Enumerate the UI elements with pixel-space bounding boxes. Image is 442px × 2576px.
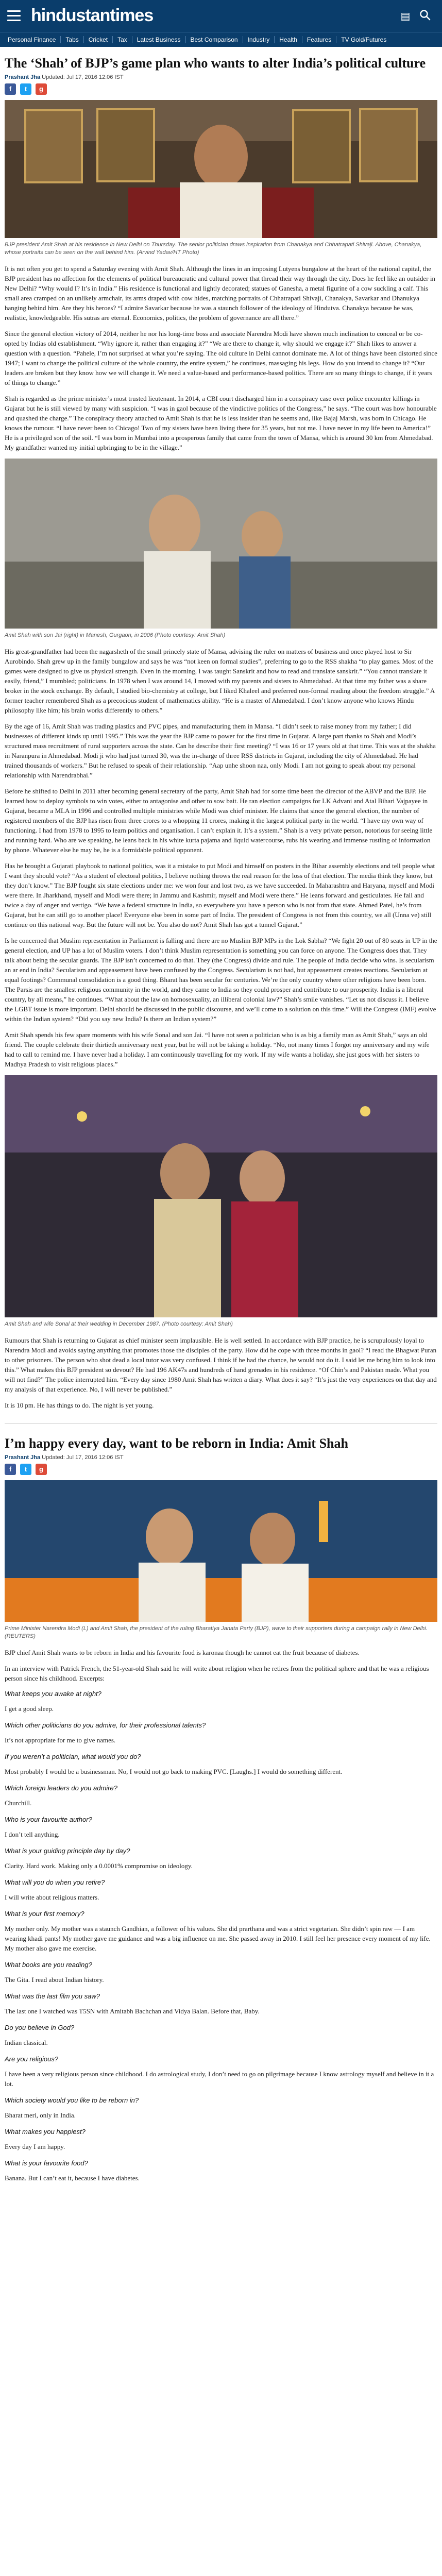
photo-caption: Amit Shah with son Jai (right) in Manesh, Gurgaon, in 2006 (Photo courtesy: Amit Shah) [5, 632, 226, 638]
qa-answer: My mother only. My mother was a staunch Gandhian, a follower of his values. She did prarthana and was a strict vegetarian. She didn’t spin raw — I am wearing khadi pants! My mother gave me guidance and was a big influence on me. She passed away in 2010. I still feel her presence every moment of my life. My mother also gave me exercise. [5, 1925, 431, 1952]
paragraph: By the age of 16, Amit Shah was trading plastics and PVC pipes, and manufacturing them in Mansa. “I didn’t seek to raise money from my father; I did businesses of different kinds up until 1995.” This was the year the BJP came to power for the first time in Gujarat. A large part thanks to Shah and Modi’s structured mass recruitment of rural supporters across the state. Can he describe their first meeting? “I was 16 or 17 years old at that time. This was at the shakha in Naranpura in Ahmedabad. Modi ji who had just turned 30, was the in-charge of three RSS districts in Gujarat, including the city of Ahmedabad. He had trained thousands of workers.” But he refused to speak of their relationship. “Aap unhe shoon naa, only Modi. I am not going to speak about my personal relationship with Narendrabhai.” [5, 722, 436, 779]
article-divider [5, 1423, 437, 1424]
facebook-share-icon[interactable]: f [5, 1464, 16, 1475]
qa-answer: I get a good sleep. [5, 1705, 54, 1713]
qa-answer: It’s not appropriate for me to give names. [5, 1736, 116, 1744]
rally-photo [5, 1480, 437, 1622]
photo-caption: Amit Shah and wife Sonal at their wedding in December 1987. (Photo courtesy: Amit Shah) [5, 1321, 233, 1327]
qa-question: What is your favourite food? [5, 2159, 88, 2167]
nav-link[interactable]: TV Gold/Futures [341, 36, 387, 43]
twitter-share-icon[interactable]: t [20, 83, 31, 95]
article-2 [0, 1435, 442, 2183]
paragraph: Before he shifted to Delhi in 2011 after becoming general secretary of the party, Amit Shah had for some time been the director of the ABVP and the BJP. He learned how to deploy symbols to win votes, either to antagonise and other to sow bait. He ran election campaigns for LK Advani and Atal Bihari Vajpayee in Gujarat, became a MLA in 1996 and controlled multiple ministries while Modi was chief minister. He claims that since the general election, the number of registered members of the BJP has risen from three crores to a whopping 11 crores, making it the largest political party in the world. “I have my own way of functioning. I had from 1978 to 1995 to learn politics and organisation. I can’t explain it. It’s a system.” Shah is a very private person, notorious for seeing little and running hard. Who are we speaking, he leans back in his white kurta pajama and liquid watercourse, rubs his wearing and immense rustling of information by phone. Whatever else he may be, he is a formidable political opponent. [5, 787, 433, 854]
qa-question: Who is your favourite author? [5, 1816, 92, 1823]
qa-question: Do you believe in God? [5, 2024, 75, 2031]
share-bar [5, 1464, 437, 1475]
share-bar [5, 83, 437, 95]
family-photo-illustration [5, 459, 437, 629]
google-share-icon[interactable]: g [36, 83, 47, 95]
qa-question: Which other politicians do you admire, for their professional talents? [5, 1721, 206, 1729]
qa-answer: Bharat meri, only in India. [5, 2111, 76, 2119]
nav-link[interactable]: Latest Business [132, 36, 186, 43]
family-photo [5, 459, 437, 629]
paragraph: It is 10 pm. He has things to do. The night is yet young. [5, 1401, 154, 1409]
qa-answer: Every day I am happy. [5, 2143, 65, 2150]
qa-question: What will you do when you retire? [5, 1878, 105, 1886]
epaper-icon[interactable]: ▤ [400, 10, 411, 22]
byline [5, 1454, 437, 1461]
site-header [0, 0, 442, 32]
paragraph: It is not often you get to spend a Saturday evening with Amit Shah. Although the lines in an imposing Lutyens bungalow at the heart of the national capital, the BJP president has no affection for the elements of political bureaucratic and cultural power that thread their way through the city. Does he feel like an outsider in New Delhi? “Why would I? It’s in India.” His residence is functional and lightly decorated; statues of Ganesha, a metal figurine of a cow suckling a calf. This small area cramped on an unlikely armchair, its arms draped with cow hides, matching portraits of Chhatrapati Shivaji, Chanakya, Savarkar and Dhanukya hanging behind him. Are they his heroes? “I admire Savarkar because he was a staunch follower of the ideology of Hindutva. Chanakya because he was, realistic, knowledgeable. His sutras are eternal. Economics, politics, the problem of governance are all there.” [5, 265, 435, 321]
qa-answer: I don’t tell anything. [5, 1831, 60, 1838]
qa-answer: Most probably I would be a businessman. No, I would not go back to making PVC. [Laughs.] I would do something different. [5, 1768, 343, 1775]
nav-link[interactable]: Health [275, 36, 302, 43]
author-link[interactable]: Prashant Jha [5, 1454, 41, 1461]
qa-answer: Indian classical. [5, 2039, 48, 2046]
photo-caption: Prime Minister Narendra Modi (L) and Amit Shah, the president of the ruling Bharatiya Janata Party (BJP), wave to their supporters during a campaign rally in New Delhi. (REUTERS) [5, 1625, 428, 1639]
qa-list [5, 1689, 437, 2183]
lead-photo-illustration [5, 100, 437, 238]
qa-question: Are you religious? [5, 2055, 59, 2063]
qa-question: Which foreign leaders do you admire? [5, 1784, 117, 1792]
paragraph: Has he brought a Gujarati playbook to national politics, was it a mistake to put Modi and himself on posters in the Bihar assembly elections and tell people what I want they should vote? “As a student of electoral politics, I believe nothing throws the real reason for the loss of that election. The media think they know, but they don’t know.” The BJP fought six state elections under me: we won four and lost two, as we have succeeded. In Maharashtra and Haryana, myself and Modi were there. In Jharkhand, myself and Modi were there; in Jammu and Kashmir, myself and Modi were there.” He leans forward and gesticulates. He fall and twice a day of anger and vertigo. “We have a federal structure in India, so everywhere you have a person who is not from that state. Ahmed Patel, he’s from Gujarat, but he can still go to another place! Everyone else been in some part of India. The president of Congress is not from this country, we all (Unna ve) still continue on this national way. But the future will not be. You also do not? Amit Shah has got a tunnel Gujarat.” [5, 862, 435, 928]
qa-question: What is your guiding principle day by day? [5, 1847, 130, 1855]
byline [5, 74, 437, 80]
qa-question: What makes you happiest? [5, 2128, 86, 2136]
paragraph: In an interview with Patrick French, the 51-year-old Shah said he will write about religion when he retires from the political sphere and that he was a religious person since his childhood. Excerpts: [5, 1665, 429, 1682]
qa-answer: Churchill. [5, 1799, 32, 1807]
paragraph: BJP chief Amit Shah wants to be reborn in India and his favourite food is karonaa though he cannot eat the fruit because of diabetes. [5, 1649, 360, 1656]
author-link[interactable]: Prashant Jha [5, 74, 41, 80]
nav-link[interactable]: Cricket [84, 36, 113, 43]
wedding-photo-illustration [5, 1075, 437, 1317]
qa-question: If you weren’t a politician, what would you do? [5, 1753, 141, 1760]
qa-answer: I will write about religious matters. [5, 1893, 99, 1901]
updated-timestamp: Updated: Jul 17, 2016 12:06 IST [42, 74, 124, 80]
qa-answer: The last one I watched was T5SN with Amitabh Bachchan and Vidya Balan. Before that, Baby. [5, 2007, 260, 2015]
qa-answer: I have been a very religious person since childhood. I do astrological study, I don’t need to go on pilgrimage because I know astrology myself and believe in it a lot. [5, 2070, 434, 2088]
hamburger-menu-icon[interactable] [7, 10, 21, 22]
nav-link[interactable]: Industry [243, 36, 275, 43]
section-nav [0, 32, 442, 47]
search-icon[interactable] [418, 9, 432, 23]
site-logo[interactable] [31, 3, 175, 28]
article-headline: The ‘Shah’ of BJP’s game plan who wants to alter India’s political culture [5, 56, 426, 71]
nav-link[interactable]: Best Comparison [186, 36, 243, 43]
qa-question: What keeps you awake at night? [5, 1690, 101, 1698]
photo-caption: BJP president Amit Shah at his residence in New Delhi on Thursday. The senior politician draws inspiration from Chanakya and Chhatrapati Shivaji. Above, Chanakya, whose portraits can be seen on the wall behind him. (Arvind Yadav/HT Photo) [5, 242, 422, 256]
google-share-icon[interactable]: g [36, 1464, 47, 1475]
qa-question: Which society would you like to be reborn in? [5, 2096, 139, 2104]
qa-answer: The Gita. I read about Indian history. [5, 1976, 104, 1984]
nav-link[interactable]: Tabs [61, 36, 83, 43]
article-headline: I’m happy every day, want to be reborn in India: Amit Shah [5, 1436, 348, 1451]
nav-link[interactable]: Personal Finance [3, 36, 61, 43]
paragraph: Is he concerned that Muslim representation in Parliament is falling and there are no Muslim BJP MPs in the Lok Sabha? “We fight 20 out of 80 seats in UP in the general election, and UP has a lot of Muslim voters. I don’t think Muslim representation is something you can force on anyone. The Congress does that. They talk about being the secular guards. The BJP isn’t concerned to do that. They (the Congress) divide and rule. The people of India decide who wins. Is secularism an ar end in India? Secularism and appeasement have been confused by the Congress. Secularism is not bad, but appeasement creates reactions. Secularism at equal footings? Communal consolidation is a good thing. Bharat has been secular for centuries. We’re the only country where other religions have been born. The Parsis are the smallest religious community in the world, and they came to India so they could prosper and contribute to our prosperity. India is a liberal country, by all means,” he continues. “What about the law on homosexuality, an illiberal colonial law?” Shah’s smile vanishes. “Let us not discuss it. I believe the LGBT issue is more important. Delhi should be discussed in the public discourse, and we’ll come to a solution on this time.” Will the Congress (IMF) evolve within the Indian system? “Did you say new India? Is there an Indian system?” [5, 937, 437, 1023]
logo-text: hindustantimes [31, 6, 154, 25]
rally-photo-illustration [5, 1480, 437, 1622]
nav-link[interactable]: Tax [113, 36, 132, 43]
facebook-share-icon[interactable]: f [5, 83, 16, 95]
qa-question: What was the last film you saw? [5, 1992, 100, 2000]
paragraph: Rumours that Shah is returning to Gujarat as chief minister seem implausible. He is well settled. In accordance with BJP practice, he is scrupulously loyal to Narendra Modi and avoids saying anything that promotes those the disciples of the party. How did he cope with three months in gaol? “I read the Bhagwat Puran to other prisoners. The person who shot dead a local tutor was very confused. I think if he had the chance, he would not do it. I said let me bring him to look into this.” What makes this BJP president so devout? He had 196 AK47s and hundreds of hand grenades in his residence. “Of Chin’s and Pakistan made. What you will not find?” The police interrupted him. “Every day since 1980 Amit Shah has written a diary. What does it say? “It’s just the very experiences on that day and my analysis of that experience. No, I will never be published.” [5, 1336, 437, 1393]
qa-question: What books are you reading? [5, 1961, 92, 1969]
paragraph: Amit Shah spends his few spare moments with his wife Sonal and son Jai. “I have not seen a politician who is as big a family man as Amit Shah,” says an old friend. The couple celebrate their thirtieth anniversary next year, but he will not be taking a holiday. “No, not many times I forgot my anniversary and my wife had to call to remind me. I have never had a holiday. I am continuously travelling for my work. If my wife wants a holiday, she just goes with her sisters to Madhya Pradesh to visit religious places.” [5, 1031, 430, 1068]
qa-question: What is your first memory? [5, 1910, 84, 1918]
nav-link[interactable]: Features [302, 36, 336, 43]
twitter-share-icon[interactable]: t [20, 1464, 31, 1475]
paragraph: His great-grandfather had been the nagarsheth of the small princely state of Mansa, advising the ruler on matters of business and once played host to Sir Aurobindo. Shah grew up in the family bungalow and says he was “not keen on formal studies”, preferring to go to the RSS shakha “to play games. Most of the games were designed to give us physical strength. Even in the morning, I was taught Sanskrit and how to read and translate sanskrit.” “You cannot translate it easily, friend,” I mumbled; politicians. In 1978 when I was around 14, I moved with my parents and sisters to Ahmedabad. At that time my father was a share broker in the stock exchange. By default, I studied bio-chemistry at college, but I liked Khaleel and preferred non-formal reading about the freedom struggle.” A former teacher remembered Shah as a precocious student of mathematics ability. “He is a master of Ahmedabad. I don’t know anyone who knows Hindu philosophy like him; his brain works differently to others.” [5, 648, 435, 714]
paragraph: Since the general election victory of 2014, neither he nor his long-time boss and associate Narendra Modi have shown much inclination to conceal or be co-opted by Indias old establishment. “Why ignore it, rather than engaging it?” “We are there to change it, why should we engage it?” Shah likes to answer a question with a question. “Pahele, I’m not surprised at what you’re saying. The old culture in Delhi cannot dominate me. A lot of things have been distorted since 1947; I want to change the political culture of the whole country, the entire system,” he continues, massaging his legs. How do you intend to change it? “Our leaders are broken but they know how we will change it. We need a value-based and performance-based politics. There are so many things to change, if it years of things to change.” [5, 330, 437, 386]
updated-timestamp: Updated: Jul 17, 2016 12:06 IST [42, 1454, 124, 1461]
qa-answer: Clarity. Hard work. Making only a 0.0001% compromise on ideology. [5, 1862, 193, 1870]
qa-answer: Banana. But I can’t eat it, because I have diabetes. [5, 2174, 140, 2182]
paragraph: Shah is regarded as the prime minister’s most trusted lieutenant. In 2014, a CBI court discharged him in a conspiracy case over police encounter killings in Gujarat but he is still viewed by many with suspicion. “I was in gaol because of the vindictive politics of the Congress,” he says. “The court was how honourable and quashed the charge.” The conspiracy theory attached to Amit Shah is that he is less insider than he seems and, like Bajaj Marsh, was born in Chicago. He knows the rumour. “I have never been to Chicago! Two of my sisters have been living there for 35 years, but not me. I have never in my life been to America!” He is a privileged son of the soil. “I was born in Mumbai into a prosperous family that came from the town of Mansa, which is around 30 km from Ahmedabad. My grandfather wanted my initial upbringing to be in the village.” [5, 395, 437, 451]
article-1 [0, 55, 442, 1424]
lead-photo [5, 100, 437, 238]
wedding-photo [5, 1075, 437, 1317]
